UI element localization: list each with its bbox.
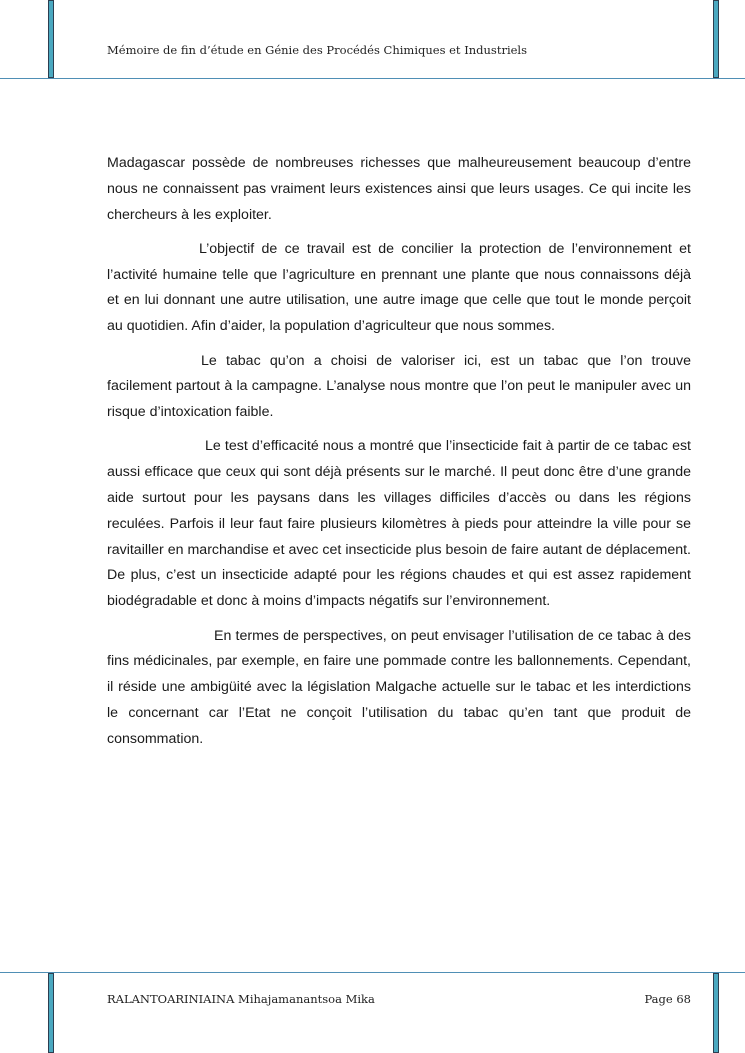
paragraph-5: En termes de perspectives, on peut envisager l’utilisation de ce tabac à des fins médicinales, par exemple, en faire une pommade contre les ballonnements. Cependant, il réside une ambigüité avec la législation Malgache actuelle sur le tabac et les interdictions le concernant car l’Etat ne conçoit l’utilisation du tabac qu’en tant que produit de consommation. — [107, 627, 691, 747]
footer-page-number: Page 68 — [644, 992, 691, 1006]
header-left-accent-bar — [48, 0, 54, 78]
footer-left-accent-bar — [48, 973, 54, 1053]
paragraph-4: Le test d’efficacité nous a montré que l’insecticide fait à partir de ce tabac est aussi efficace que ceux qui sont déjà présents sur le marché. Il peut donc être d’une grande aide surtout pour les paysans dans les villages difficiles d’accès ou dans les régions reculées. Parfois il leur faut faire plusieurs kilomètres à pieds pour atteindre la ville pour se ravitailler en marchandise et avec cet insecticide plus besoin de faire autant de déplacement. De plus, c’est un insecticide adapté pour les régions chaudes et qui est assez rapidement biodégradable et donc à moins d’impacts négatifs sur l’environnement. — [107, 438, 691, 610]
footer-rule — [0, 972, 745, 973]
header-rule — [0, 78, 745, 79]
header-right-accent-bar — [713, 0, 719, 78]
footer-author: RALANTOARINIAINA Mihajamanantsoa Mika — [107, 992, 375, 1006]
body-content — [107, 151, 691, 761]
footer-right-accent-bar — [713, 973, 719, 1053]
paragraph-3: Le tabac qu’on a choisi de valoriser ici, est un tabac que l’on trouve facilement partout à la campagne. L’analyse nous montre que l’on peut le manipuler avec un risque d’intoxication faible. — [107, 352, 691, 421]
paragraph-1: Madagascar possède de nombreuses richesses que malheureusement beaucoup d’entre nous ne connaissent pas vraiment leurs existences ainsi que leurs usages. Ce qui incite les chercheurs à les exploiter. — [107, 155, 691, 223]
header-title: Mémoire de fin d’étude en Génie des Procédés Chimiques et Industriels — [107, 43, 528, 57]
paragraph-2: L’objectif de ce travail est de concilier la protection de l’environnement et l’activité humaine telle que l’agriculture en prennant une plante que nous connaissons déjà et en lui donnant une autre utilisation, une autre image que celle que tout le monde perçoit au quotidien. Afin d’aider, la population d’agriculteur que nous sommes. — [107, 240, 691, 335]
